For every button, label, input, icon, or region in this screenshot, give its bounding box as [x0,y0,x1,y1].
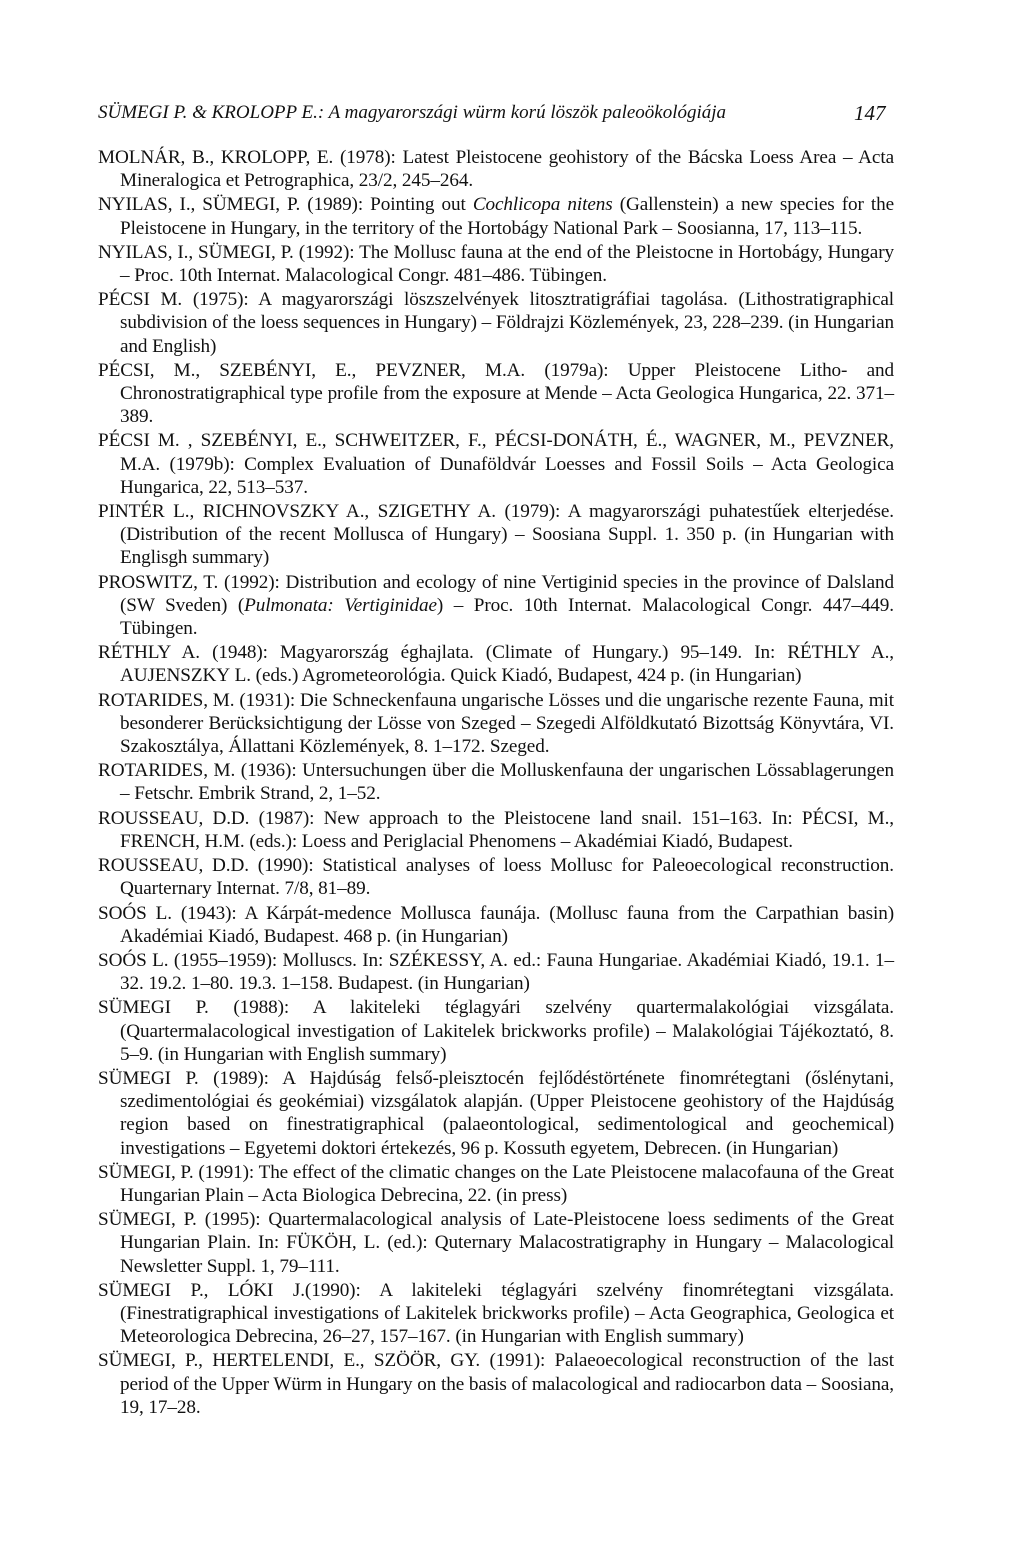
reference-text: H.M. (eds.): Loess and Periglacial Phenomens – Akadémiai Kiadó, Budapest. [199,830,793,852]
reference-text: (1990): Statistical analyses of loess Mollusc for Paleoecological reconstruction. Quarternary Internat. 7/8, 81–89. [120,855,894,900]
reference-text: (ed.): Quternary Malacostratigraphy in Hungary – Malacological Newsletter Suppl. 1, 79–111. [120,1232,894,1277]
reference-text: (1978): Latest Pleistocene geohistory of the Bácska Loess Area – Acta Mineralogica et Petrographica, 23/2, 245–264. [120,147,895,192]
reference-entry [98,193,894,239]
reference-text: (1990): A lakiteleki téglagyári szelvény finomrétegtani vizsgálata. (Finestratigraphical investigations of Lakitelek brickworks profile) – Acta Geographica, Geologica et Meteorologica Debrecina, 26–27, 157–167. (in Hungarian with English summary) [120,1279,895,1348]
reference-entry [98,1349,894,1419]
reference-entry [98,902,894,948]
reference-authors: PINTÉR L., RICHNOVSZKY A., SZIGETHY A. [98,501,496,523]
reference-entry [98,1161,894,1207]
reference-text: (1991): Palaeoecological reconstruction of the last period of the Upper Würm in Hungary on the basis of malacological and radiocarbon data – Soosiana, 19, 17–28. [120,1350,894,1418]
reference-authors: NYILAS, I., SÜMEGI, P. [98,194,301,216]
reference-authors: SOÓS L. [98,902,172,924]
reference-entry [98,241,894,287]
reference-text: L. (eds.) Agrometeorológia. Quick Kiadó, Budapest, 424 p. (in Hungarian) [229,665,802,687]
reference-authors: SÜMEGI, P. [98,1209,197,1231]
reference-entry [98,1208,894,1278]
reference-text: (1992): Distribution and ecology of nine Vertiginid species in the province of Dalsland (SW Sveden) ( [120,571,895,616]
reference-authors: PÉCSI M. , SZEBÉNYI, E., SCHWEITZER, F., PÉCSI-DONÁTH, É., WAGNER, M., PEVZNER, M.A. [98,430,894,475]
reference-text: (1987): New approach to the Pleistocene land snail. 151–163. In: [249,807,802,829]
reference-text: (1975): A magyarországi löszszelvények litosztratigráfiai tagolása. (Lithostratigraphical subdivision of the loess sequences in Hungary) – Földrajzi Közlemények, 23, 228–239. (in Hungarian and English) [120,289,895,357]
reference-entry [98,146,894,192]
reference-authors: PROSWITZ, T. [98,571,219,593]
reference-authors: SÜMEGI P. [98,997,209,1019]
reference-text: (1979b): Complex Evaluation of Dunaföldvár Loesses and Fossil Soils – Acta Geologica Hungarica, 22, 513–537. [120,453,894,498]
reference-authors: SÜMEGI, P. [98,1161,194,1183]
reference-authors: ROUSSEAU, D.D. [98,807,250,829]
reference-authors: PÉCSI M. [98,289,183,311]
running-head: SÜMEGI P. & KROLOPP E.: A magyarországi würm korú löszök paleoökológiája [98,102,727,123]
reference-authors: RÉTHLY A. [98,642,200,664]
reference-entry [98,759,894,805]
reference-text: (1979): A magyarországi puhatestűek elterjedése. (Distribution of the recent Mollusca of Hungary) – Soosiana Suppl. 1. 350 p. (in Hungarian with Englisgh summary) [120,501,894,569]
reference-entry [98,854,894,900]
reference-text: (Gallenstein) a new species for the Pleistocene in Hungary, in the territory of the Hortobágy National Park – Soosianna, 17, 113–115. [120,194,895,239]
reference-entry [98,807,894,853]
reference-authors: SOÓS L. [98,949,169,971]
reference-editors: FÜKÖH, L. [286,1232,381,1254]
reference-entry [98,288,894,358]
reference-editors: PÉCSI, M., FRENCH, [120,807,894,852]
reference-authors: ROUSSEAU, D.D. [98,855,249,877]
reference-species-name: Cochlicopa nitens [472,194,613,216]
reference-text: ) – Proc. 10th Internat. Malacological Congr. 447–449. Tübingen. [120,594,894,640]
reference-text: (1955–1959): Molluscs. In: [168,949,389,971]
reference-authors: MOLNÁR, B., KROLOPP, E. [98,147,334,168]
reference-entry [98,1279,894,1349]
reference-text: (1995): Quartermalacological analysis of Late-Pleistocene loess sediments of the Great Hungarian Plain. In: [120,1209,895,1254]
reference-editors: RÉTHLY A., AUJENSZKY [120,642,894,687]
page-number: 147 [854,101,886,125]
reference-entry [98,359,894,429]
reference-authors: SÜMEGI P. [98,1067,199,1089]
reference-text: (1931): Die Schneckenfauna ungarische Lösses und die ungarische rezente Fauna, mit besonderer Berücksichtigung der Lösse von Szeged – Szegedi Alföldkutató Bizottság Könyvtára, VI. Szakosztálya, Állattani Közlemények, 8. 1–172. Szeged. [120,689,894,758]
reference-entry [98,571,894,641]
reference-authors: ROTARIDES, M. [98,689,235,711]
reference-authors: NYILAS, I., SÜMEGI, P. [98,241,294,263]
reference-text: (1936): Untersuchungen über die Molluskenfauna der ungarischen Lössablagerungen – Fetschr. Embrik Strand, 2, 1–52. [120,760,894,805]
reference-entry [98,1067,894,1160]
reference-text: (1989): A Hajdúság felső-pleisztocén fejlődéstörténete finomrétegtani (őslénytani, szedimentológiai és geokémiai) vizsgálatok alapján. (Upper Pleistocene geohistory of the Hajdúság region based on finestratigraphical (palaeontological, sedimentological and geochemical) investigations – Egyetemi doktori értekezés, 96 p. Kossuth egyetem, Debrecen. (in Hungarian) [120,1067,894,1159]
reference-text: (1948): Magyarország éghajlata. (Climate of Hungary.) 95–149. In: [199,642,788,664]
reference-entry [98,500,894,570]
reference-authors: ROTARIDES, M. [98,760,236,782]
reference-text: ed.: Fauna Hungariae. Akadémiai Kiadó, 19.1. 1–32. 19.2. 1–80. 19.3. 1–158. Budapest. (in Hungarian) [120,949,895,995]
reference-list [98,146,894,1420]
reference-text: (1992): The Mollusc fauna at the end of the Pleistocne in Hortobágy, Hungary – Proc. 10th Internat. Malacological Congr. 481–486. Tübingen. [120,241,895,287]
reference-entry [98,641,894,687]
reference-text: (1979a): Upper Pleistocene Litho- and Chronostratigraphical type profile from the exposure at Mende – Acta Geologica Hungarica, 22. 371–389. [120,359,894,428]
reference-text: (1988): A lakiteleki téglagyári szelvény quartermalakológiai vizsgálata. (Quartermalacological investigation of Lakitelek brickworks profile) – Malakológiai Tájékoztató, 8. 5–9. (in Hungarian with English summary) [120,997,895,1065]
reference-taxon-name: Pulmonata: Vertiginidae [244,594,437,616]
reference-entry [98,949,894,995]
reference-text: (1943): A Kárpát-medence Mollusca faunája. (Mollusc fauna from the Carpathian basin) Akadémiai Kiadó, Budapest. 468 p. (in Hungarian) [120,902,894,947]
reference-authors: SÜMEGI, P., HERTELENDI, E., SZÖÖR, GY. [98,1350,481,1372]
reference-authors: PÉCSI, M., SZEBÉNYI, E., PEVZNER, M.A. [98,359,526,381]
reference-editors: SZÉKESSY, A. [388,949,508,971]
reference-text: (1989): Pointing out [300,194,473,216]
reference-entry [98,689,894,759]
reference-entry [98,996,894,1066]
reference-text: (1991): The effect of the climatic changes on the Late Pleistocene malacofauna of the Great Hungarian Plain – Acta Biologica Debrecina, 22. (in press) [120,1161,894,1206]
reference-authors: SÜMEGI P., LÓKI J. [98,1279,305,1301]
reference-entry [98,429,894,499]
